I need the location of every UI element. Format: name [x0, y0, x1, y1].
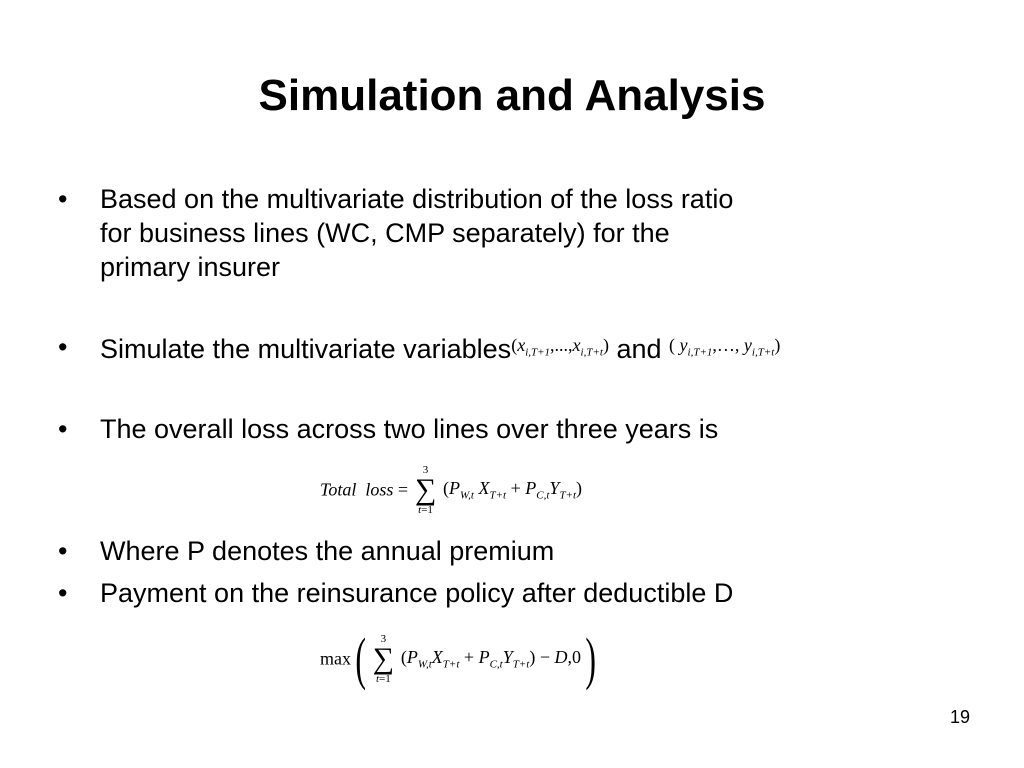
bullet-text — [100, 182, 733, 284]
right-paren: ) — [585, 626, 596, 691]
bullet-text-line: primary insurer — [100, 252, 281, 282]
page-number: 19 — [949, 707, 970, 727]
summation-symbol: 3 ∑ t=1 — [372, 633, 395, 685]
bullet-text: Payment on the reinsurance policy after deductible D — [100, 578, 734, 608]
bullet-text: Where P denotes the annual premium — [100, 536, 555, 566]
bullet-marker: • — [58, 184, 68, 214]
bullet-text-main: Simulate the multivariate variables — [100, 333, 512, 364]
bullet-marker: • — [58, 414, 68, 444]
and-word: and — [616, 333, 662, 364]
bullet-text-line: Based on the multivariate distribution of the loss ratio — [100, 184, 734, 214]
total-loss-equation: Total loss = 3 ∑ t=1 ($P_{W,t}$ $X_{T+t} + P_{C,t}Y_{T+t}$) — [320, 464, 583, 516]
reinsurance-payment-equation: max( 3 ∑ t=1 $(P_{W,t}X_{T+t} + P_{C,t}Y_{T+t}) - D,0$) — [320, 626, 596, 691]
bullet-marker: • — [58, 536, 68, 566]
bullet-marker: • — [58, 332, 68, 362]
left-paren: ( — [355, 626, 366, 691]
bullet-marker: • — [58, 578, 68, 608]
bullet-text: The overall loss across two lines over three years is — [100, 414, 719, 444]
summation-symbol: 3 ∑ t=1 — [414, 464, 437, 516]
y-vector-formula: ( $y_{i,T+1},\dots$, $y_{i,T+t}$) — [669, 335, 781, 359]
bullet-text — [100, 330, 780, 372]
x-vector-formula: $(x_{i,T+1},...,x_{i,T+t})$ — [511, 335, 609, 359]
slide-title: Simulation and Analysis — [258, 71, 766, 120]
bullet-text-line: for business lines (WC, CMP separately) for the — [100, 218, 670, 248]
